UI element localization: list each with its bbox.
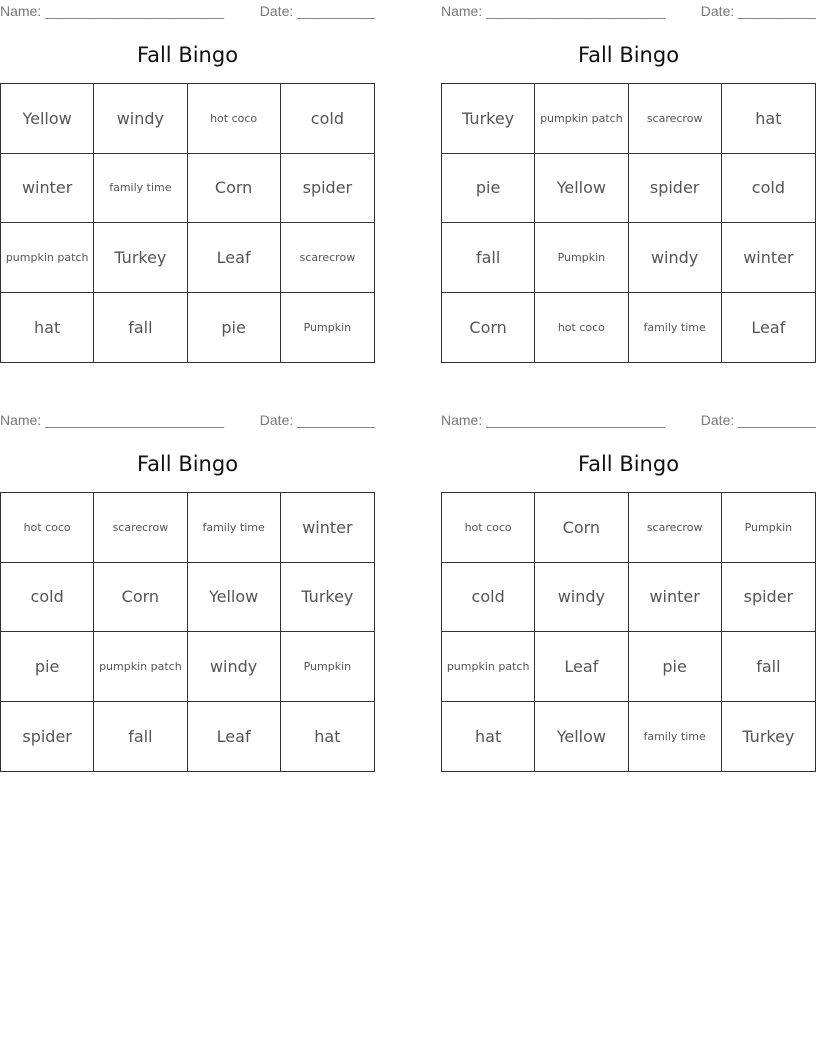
bingo-cell: Leaf (751, 317, 786, 337)
bingo-cell: fall (722, 632, 815, 702)
date-field: Date: __________ (259, 412, 375, 428)
bingo-cell: Yellow (1, 84, 94, 154)
bingo-cell: Pumpkin (722, 493, 815, 563)
card-title: Fall Bingo (577, 452, 680, 476)
bingo-cell: pie (442, 154, 535, 224)
bingo-cell: hot coco (535, 293, 628, 363)
bingo-cell: pumpkin patch (94, 632, 187, 702)
bingo-cell: family time (94, 154, 187, 224)
bingo-cell: winter (722, 223, 815, 293)
bingo-cell: winter (629, 563, 722, 633)
card-title: Fall Bingo (136, 452, 239, 476)
bingo-cell: hat (314, 726, 341, 746)
date-field: Date: __________ (700, 3, 816, 19)
bingo-cell: cold (722, 154, 815, 224)
bingo-cell: pie (188, 293, 281, 363)
bingo-cell: winter (1, 154, 94, 224)
bingo-cell: hot coco (188, 84, 281, 154)
bingo-card (0, 0, 375, 337)
bingo-cell: fall (442, 223, 535, 293)
date-field: Date: __________ (700, 412, 816, 428)
bingo-cell: Corn (94, 563, 187, 633)
bingo-cell: family time (188, 493, 281, 563)
bingo-cell: Leaf (188, 702, 281, 772)
bingo-cell: hat (442, 702, 535, 772)
bingo-cell: Yellow (188, 563, 281, 633)
date-field: Date: __________ (259, 3, 375, 19)
bingo-cell: hat (722, 84, 815, 154)
bingo-cell: scarecrow (629, 493, 722, 563)
bingo-cell: spider (722, 563, 815, 633)
bingo-cell: Yellow (535, 154, 628, 224)
card-title: Fall Bingo (577, 43, 680, 67)
bingo-cell: hot coco (1, 493, 94, 563)
bingo-cell: spider (629, 154, 722, 224)
bingo-cell: fall (94, 702, 187, 772)
bingo-cell: pumpkin patch (535, 84, 628, 154)
bingo-cell: winter (281, 493, 374, 563)
bingo-cell: Leaf (535, 632, 628, 702)
bingo-cell: Turkey (94, 223, 187, 293)
bingo-cell: Leaf (188, 223, 281, 293)
bingo-cell: Turkey (442, 84, 535, 154)
bingo-cell: windy (188, 632, 281, 702)
bingo-cell: cold (1, 563, 94, 633)
card-header (0, 409, 375, 431)
name-field: Name: _______________________ (441, 412, 666, 428)
bingo-cell: family time (629, 293, 722, 363)
bingo-cell: hot coco (442, 493, 535, 563)
bingo-cell: scarecrow (94, 493, 187, 563)
bingo-cell: cold (281, 84, 374, 154)
bingo-cell: family time (629, 702, 722, 772)
card-header (0, 0, 375, 22)
bingo-grid (0, 492, 375, 772)
name-field: Name: _______________________ (0, 3, 225, 19)
card-title: Fall Bingo (136, 43, 239, 67)
bingo-card (441, 0, 816, 337)
bingo-cell: Pumpkin (535, 223, 628, 293)
bingo-cell: Corn (535, 493, 628, 563)
bingo-cell: pumpkin patch (1, 223, 94, 293)
card-header (441, 409, 816, 431)
bingo-grid (0, 83, 375, 363)
bingo-card (0, 409, 375, 746)
bingo-cell: cold (442, 563, 535, 633)
name-field: Name: _______________________ (441, 3, 666, 19)
bingo-cell: scarecrow (281, 223, 374, 293)
bingo-cell: scarecrow (629, 84, 722, 154)
bingo-cell: fall (94, 293, 187, 363)
bingo-cell: pie (629, 632, 722, 702)
bingo-cell: windy (629, 223, 722, 293)
bingo-cell: Turkey (742, 726, 795, 746)
bingo-cell: Corn (442, 293, 535, 363)
bingo-cell: hat (1, 293, 94, 363)
bingo-cell: pie (1, 632, 94, 702)
bingo-cell: Corn (188, 154, 281, 224)
bingo-cell: windy (535, 563, 628, 633)
bingo-cell: spider (281, 154, 374, 224)
bingo-cell: windy (94, 84, 187, 154)
bingo-cell: Turkey (281, 563, 374, 633)
bingo-cell: Pumpkin (303, 320, 352, 334)
bingo-cell: spider (1, 702, 94, 772)
bingo-cell: pumpkin patch (442, 632, 535, 702)
bingo-card (441, 409, 816, 746)
bingo-cell: Yellow (535, 702, 628, 772)
bingo-grid (441, 83, 816, 363)
name-field: Name: _______________________ (0, 412, 225, 428)
bingo-cell: Pumpkin (281, 632, 374, 702)
bingo-grid (441, 492, 816, 772)
card-header (441, 0, 816, 22)
